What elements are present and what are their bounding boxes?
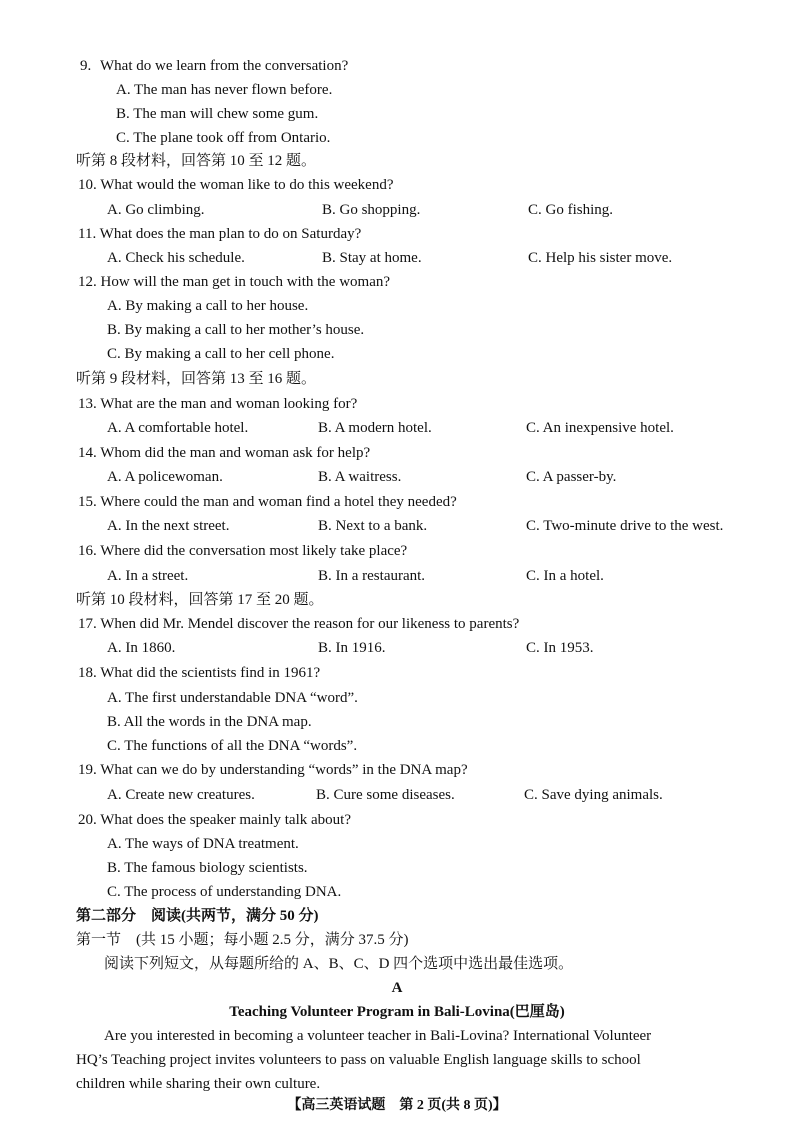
- passage-letter: A: [391, 980, 403, 996]
- question-19-option-a: A. Create new creatures.: [107, 787, 255, 803]
- question-14-option-c: C. A passer-by.: [526, 469, 617, 485]
- passage-line-2: HQ’s Teaching project invites volunteers to pass on valuable English language skills to school: [76, 1052, 641, 1068]
- question-14-option-b: B. A waitress.: [318, 469, 402, 485]
- instruction-section-9: 听第 9 段材料，回答第 13 至 16 题。: [76, 371, 317, 387]
- question-16-option-c: C. In a hotel.: [526, 568, 604, 584]
- question-16: 16. Where did the conversation most likely take place?: [78, 543, 408, 559]
- question-12-option-b: B. By making a call to her mother’s house.: [107, 322, 365, 338]
- question-17: 17. When did Mr. Mendel discover the reason for our likeness to parents?: [78, 616, 520, 632]
- page-footer: 【高三英语试题 第 2 页(共 8 页)】: [287, 1098, 507, 1113]
- question-11: 11. What does the man plan to do on Saturday?: [78, 226, 362, 242]
- question-14-option-a: A. A policewoman.: [107, 469, 223, 485]
- question-12-option-a: A. By making a call to her house.: [107, 298, 309, 314]
- question-9-option-c: C. The plane took off from Ontario.: [116, 130, 331, 146]
- section-1-title: 第一节 (共 15 小题；每小题 2.5 分，满分 37.5 分): [76, 932, 409, 948]
- question-19-option-b: B. Cure some diseases.: [316, 787, 455, 803]
- question-16-option-a: A. In a street.: [107, 568, 189, 584]
- question-14: 14. Whom did the man and woman ask for help?: [78, 445, 371, 461]
- question-17-option-a: A. In 1860.: [107, 640, 176, 656]
- reading-instruction: 阅读下列短文，从每题所给的 A、B、C、D 四个选项中选出最佳选项。: [104, 956, 574, 972]
- question-11-option-a: A. Check his schedule.: [107, 250, 245, 266]
- question-18-option-b: B. All the words in the DNA map.: [107, 714, 312, 730]
- question-9-option-b: B. The man will chew some gum.: [116, 106, 319, 122]
- instruction-section-10: 听第 10 段材料，回答第 17 至 20 题。: [76, 592, 324, 608]
- question-12: 12. How will the man get in touch with the woman?: [78, 274, 391, 290]
- question-16-option-b: B. In a restaurant.: [318, 568, 426, 584]
- question-15: 15. Where could the man and woman find a hotel they needed?: [78, 494, 457, 510]
- question-12-option-c: C. By making a call to her cell phone.: [107, 346, 335, 362]
- question-9: 9.: [80, 58, 92, 74]
- question-20-option-b: B. The famous biology scientists.: [107, 860, 308, 876]
- question-13: 13. What are the man and woman looking for?: [78, 396, 358, 412]
- question-10-option-b: B. Go shopping.: [322, 202, 421, 218]
- question-18-option-a: A. The first understandable DNA “word”.: [107, 690, 358, 706]
- question-19-option-c: C. Save dying animals.: [524, 787, 663, 803]
- instruction-section-8: 听第 8 段材料，回答第 10 至 12 题。: [76, 153, 317, 169]
- question-13-option-a: A. A comfortable hotel.: [107, 420, 249, 436]
- question-9-option-a: A. The man has never flown before.: [116, 82, 333, 98]
- question-18-option-c: C. The functions of all the DNA “words”.: [107, 738, 358, 754]
- question-11-option-c: C. Help his sister move.: [528, 250, 673, 266]
- part-2-title: 第二部分 阅读(共两节，满分 50 分): [76, 908, 319, 924]
- question-10-option-a: A. Go climbing.: [107, 202, 205, 218]
- question-19: 19. What can we do by understanding “words” in the DNA map?: [78, 762, 468, 778]
- question-18: 18. What did the scientists find in 1961?: [78, 665, 321, 681]
- question-10-option-c: C. Go fishing.: [528, 202, 614, 218]
- passage-title: Teaching Volunteer Program in Bali-Lovina(巴厘岛): [229, 1004, 565, 1020]
- passage-paragraph: [76, 1024, 778, 1096]
- question-11-option-b: B. Stay at home.: [322, 250, 422, 266]
- question-10: 10. What would the woman like to do this weekend?: [78, 177, 394, 193]
- question-20-option-a: A. The ways of DNA treatment.: [107, 836, 299, 852]
- question-13-option-c: C. An inexpensive hotel.: [526, 420, 674, 436]
- question-9-text: What do we learn from the conversation?: [100, 58, 349, 74]
- question-15-option-c: C. Two-minute drive to the west.: [526, 518, 724, 534]
- question-17-option-b: B. In 1916.: [318, 640, 386, 656]
- question-15-option-a: A. In the next street.: [107, 518, 230, 534]
- question-20: 20. What does the speaker mainly talk about?: [78, 812, 351, 828]
- question-13-option-b: B. A modern hotel.: [318, 420, 432, 436]
- question-17-option-c: C. In 1953.: [526, 640, 594, 656]
- question-15-option-b: B. Next to a bank.: [318, 518, 428, 534]
- passage-line-3: children while sharing their own culture.: [76, 1076, 321, 1092]
- question-20-option-c: C. The process of understanding DNA.: [107, 884, 342, 900]
- passage-line-1: Are you interested in becoming a volunteer teacher in Bali-Lovina? International Volunteer: [104, 1028, 652, 1044]
